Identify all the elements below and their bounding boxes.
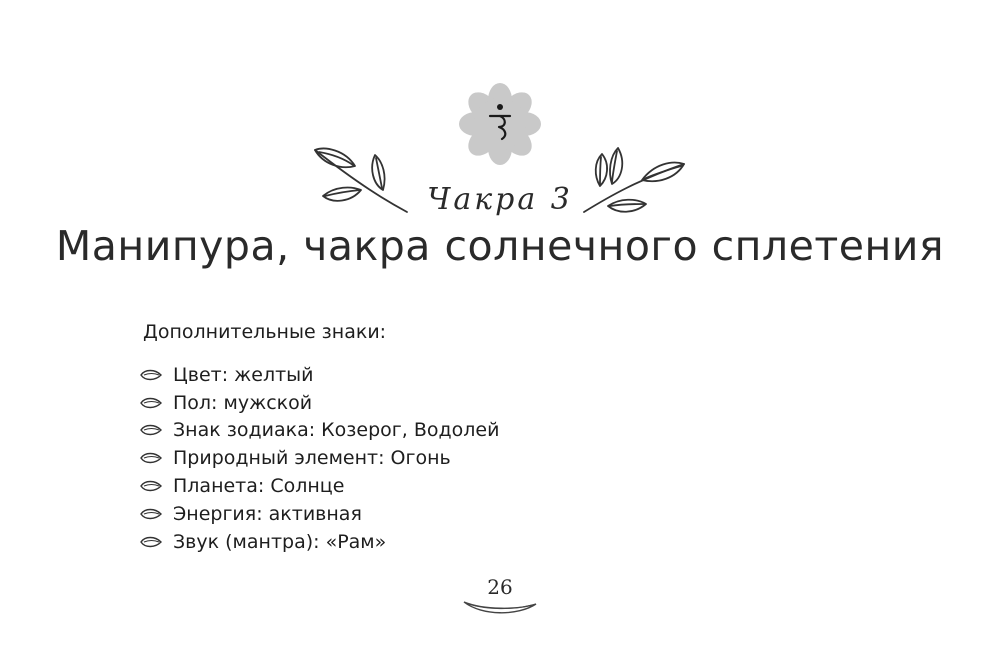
list-item [140, 389, 499, 417]
leaf-bullet-icon [140, 451, 162, 465]
sign-text: Знак зодиака: Козерог, Водолей [173, 419, 500, 442]
leaf-bullet-icon [140, 507, 162, 521]
page-title: Манипура, чакра солнечного сплетения [55, 222, 945, 270]
swoosh-icon [462, 598, 538, 618]
leaf-bullet-icon [140, 423, 162, 437]
sign-text: Энергия: активная [173, 502, 362, 525]
leaf-bullet-icon [140, 396, 162, 410]
page-number: 26 [487, 575, 513, 599]
sign-text: Планета: Солнце [173, 475, 345, 498]
lotus-icon [459, 83, 541, 165]
signs-list [140, 361, 499, 556]
sign-text: Природный элемент: Огонь [173, 447, 451, 470]
sign-text: Звук (мантра): «Рам» [173, 530, 387, 553]
leaf-bullet-icon [140, 535, 162, 549]
chakra-number: Чакра 3 [427, 182, 573, 217]
list-item [140, 417, 499, 445]
leaf-bullet-icon [140, 368, 162, 382]
list-item [140, 361, 499, 389]
sign-text: Пол: мужской [173, 391, 313, 414]
list-item [140, 444, 499, 472]
sign-text: Цвет: желтый [173, 363, 314, 386]
list-item [140, 500, 499, 528]
list-item [140, 528, 499, 556]
section-heading: Дополнительные знаки: [143, 321, 387, 343]
leaf-bullet-icon [140, 479, 162, 493]
list-item [140, 472, 499, 500]
